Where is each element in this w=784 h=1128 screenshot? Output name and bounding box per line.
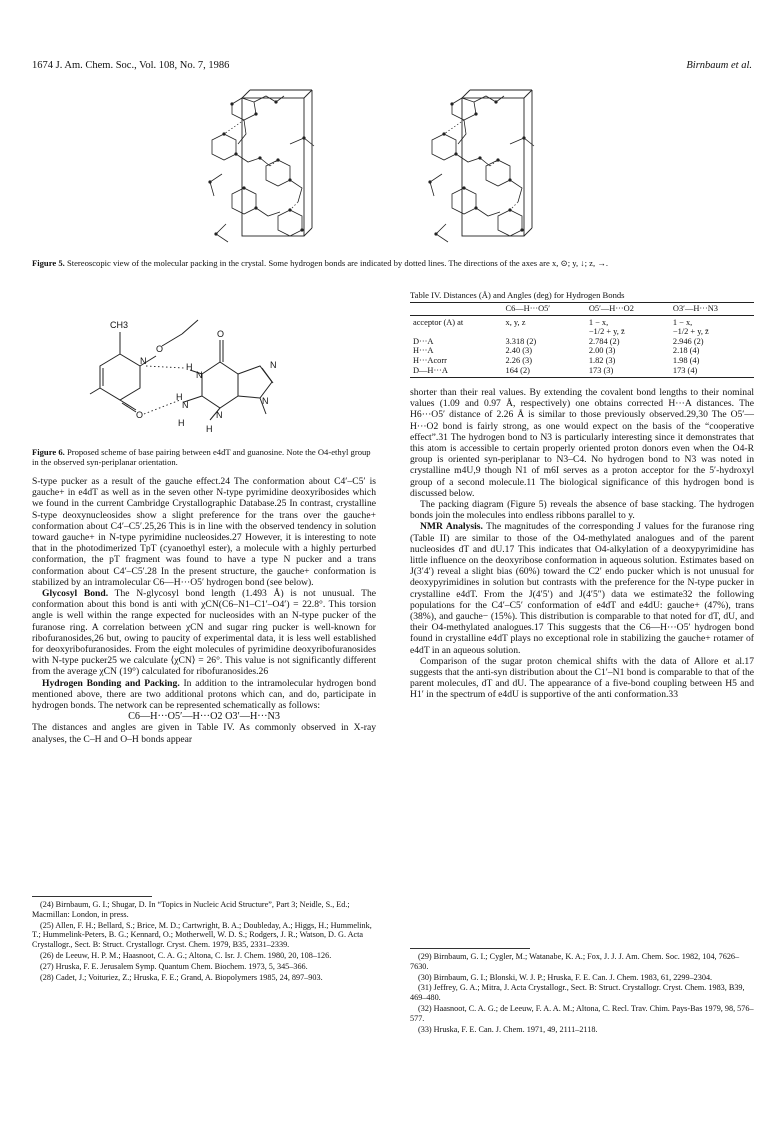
footnote: (27) Hruska, F. E. Jerusalem Symp. Quantum Chem. Biochem. 1973, 5, 345–366. xyxy=(40,961,308,971)
table-cell: H···Acorr xyxy=(413,355,447,365)
paragraph-text: In addition to the intramolecular hydrogen bond mentioned above, there are two additional protons which can, and do, participate in hydrogen bonds. The network can be represented schematically as follows: xyxy=(32,677,376,712)
body-column-left xyxy=(32,476,376,745)
paragraph-hydrogen-bonding xyxy=(32,678,376,712)
atom-h-amino-3: H xyxy=(206,424,213,434)
atom-h-amino-1: H xyxy=(176,392,183,402)
paragraph: shorter than their real values. By extending the covalent bond lengths to their nominal values (1.09 and 0.97 Å, respectively) one obtains corrected H···A distances. The H6···O5′ distance of 2.26 Å is similar to those previously observed.29,30 The O5′—H···O2 bond is fairly strong, as one would expect on the basis of the “cooperative effect”.31 The hydrogen bond to N3 is particularly interesting since it demonstrates that this atom is accessible to certain properly oriented proton donors even when the O4-R group is oriented syn-periplanar to N3–C4. No hydrogen bond to N3 was noted in crystalline m4U,9 though N1 of m6I serves as a proton acceptor for the 5′-hydroxyl group of a second molecule.11 The biological significance of this hydrogen bond is discussed below. xyxy=(410,387,754,499)
atom-n7-guanine: N xyxy=(270,360,277,370)
figure-6-caption-text: Proposed scheme of base pairing between e4dT and guanosine. Note the O4-ethyl group in the observed syn-periplanar orientation. xyxy=(32,447,371,468)
stereo-packing-drawing xyxy=(32,84,752,258)
table-cell: 2.784 (2) xyxy=(588,336,620,346)
table-cell: 2.00 (3) xyxy=(588,346,616,356)
section-heading-hydrogen-bonding: Hydrogen Bonding and Packing. xyxy=(42,677,180,689)
table-cell: −1/2 + y, z̄ xyxy=(672,327,709,337)
table-cell: 1 − x, xyxy=(672,317,693,327)
footnote: (28) Cadet, J.; Voituriez, Z.; Hruska, F. E.; Grand, A. Biopolymers 1985, 24, 897–903. xyxy=(40,972,323,982)
table-cell: D···A xyxy=(413,336,434,346)
body-column-right xyxy=(410,387,754,701)
table-cell: 2.40 (3) xyxy=(505,346,533,356)
journal-citation: 1674 J. Am. Chem. Soc., Vol. 108, No. 7, 1986 xyxy=(32,60,230,71)
table-cell: x, y, z xyxy=(505,317,526,327)
footnote: (30) Birnbaum, G. I.; Blonski, W. J. P.; Hruska, F. E. Can. J. Chem. 1983, 61, 2299–2304. xyxy=(418,972,713,982)
paragraph: S-type pucker as a result of the gauche effect.24 The conformation about C4′–C5′ is gauche+ in e4dT as well as in the seven other N-type pyrimidine deoxyribosides which we found in the current Cambridge Crystallographic Database.25 In contrast, crystalline S-type deoxynucleosides show a slight preference for the trans over the gauche+ conformation about C4′–C5′.25,26 This is in line with the observed tendency in solution toward gauche+ in N-type pyrimidine nucleosides.27 However, it is interesting to note that in the photodimerized TpT (cyanoethyl ester), a molecule with a highly perturbed conformation, the pT fragment was found to have a type N pucker and a trans conformation about C4′–C5′.28 In the present structure, the gauche+ conformation is stabilized by an intramolecular C6—H···O5′ hydrogen bond (see below). xyxy=(32,476,376,588)
table-cell: H···A xyxy=(413,346,434,356)
paragraph: Comparison of the sugar proton chemical shifts with the data of Allore et al.17 suggests that the anti-syn distribution about the C1′–N1 bond is comparable to that of the parent molecules, dT and dU. The appearance of a five-bond coupling between H5 and H1′ in the spectrum of e4dU is supportive of the anti conformation.33 xyxy=(410,655,754,701)
table-cell: acceptor (A) at xyxy=(413,317,464,327)
table-cell: −1/2 + y, z̄ xyxy=(588,327,625,337)
atom-h-amino-2: H xyxy=(178,418,185,428)
atoms-right xyxy=(428,100,525,235)
table-iv-title: Table IV. Distances (Å) and Angles (deg) for Hydrogen Bonds xyxy=(410,290,625,300)
table-cell: 1 − x, xyxy=(588,317,609,327)
atom-n-amino: N xyxy=(182,400,189,410)
unit-cell-right xyxy=(462,98,524,236)
section-heading-glycosyl-bond: Glycosyl Bond. xyxy=(42,588,109,600)
atom-ch3: CH3 xyxy=(110,320,129,330)
table-row xyxy=(410,366,754,378)
atom-n1-guanine: N xyxy=(196,370,203,380)
paragraph: The packing diagram (Figure 5) reveals the absence of base stacking. The hydrogen bonds join the molecules into endless ribbons parallel to y. xyxy=(410,499,754,522)
figure-5-label: Figure 5. xyxy=(32,258,65,268)
footnotes-right xyxy=(410,948,754,1035)
footnote: (25) Allen, F. H.; Bellard, S.; Brice, M. D.; Cartwright, B. A.; Doubleday, A.; Higgs, H.; Hummelink, T.; Hummelink-Peters, B. G.; Kennard, O.; Motherwell, W. D. S.; Rodgers, J. R.; Watson, D. G. Acta Crystallogr., Sect. B: Struct. Crystallogr. Cryst. Chem. 1979, B35, 2331–2339. xyxy=(32,920,372,950)
atoms-left xyxy=(208,100,305,235)
table-row xyxy=(410,327,754,337)
table-cell: D—H···A xyxy=(410,366,503,378)
footnote-rule xyxy=(32,896,152,897)
paragraph-glycosyl-bond xyxy=(32,588,376,678)
table-cell: 2.18 (4) xyxy=(672,346,700,356)
table-row xyxy=(410,346,754,356)
table-cell: 1.82 (3) xyxy=(588,355,616,365)
table-cell: 164 (2) xyxy=(503,366,586,378)
paragraph-nmr-analysis xyxy=(410,521,754,655)
table-cell: 2.26 (3) xyxy=(505,355,533,365)
table-header-cell xyxy=(410,303,503,316)
atom-n9-guanine: N xyxy=(262,396,269,406)
table-cell: 173 (4) xyxy=(670,366,754,378)
table-row xyxy=(410,315,754,327)
footnotes-left xyxy=(32,896,376,983)
hydrogen-bond-table xyxy=(410,302,754,378)
table-header-row xyxy=(410,303,754,316)
figure-5-stereo-packing xyxy=(32,84,752,264)
footnote: (26) de Leeuw, H. P. M.; Haasnoot, C. A. G.; Altona, C. Isr. J. Chem. 1980, 20, 108–126. xyxy=(40,950,332,960)
atom-n-pyrimidine: N xyxy=(140,356,147,366)
table-cell xyxy=(410,327,503,337)
footnote-rule xyxy=(410,948,530,949)
footnote: (31) Jeffrey, G. A.; Mitra, J. Acta Crystallogr., Sect. B: Struct. Crystallogr. Cryst. Chem. 1983, B39, 469–480. xyxy=(410,983,745,1003)
atom-o-guanine: O xyxy=(217,329,225,339)
footnote: (24) Birnbaum, G. I.; Shugar, D. In “Topics in Nucleic Acid Structure”, Part 3; Neidle, S., Ed.; Macmillan: London, in press. xyxy=(32,900,350,919)
atom-o-ether: O xyxy=(156,344,164,354)
figure-5-caption-text: Stereoscopic view of the molecular packing in the crystal. Some hydrogen bonds are indicated by dotted lines. The directions of the axes are x, ⊙; y, ↓; z, →. xyxy=(66,258,608,268)
figure-6-label: Figure 6. xyxy=(32,447,65,457)
table-cell: 1.98 (4) xyxy=(672,355,700,365)
atom-o-pyrimidine: O xyxy=(136,410,144,420)
footnote: (33) Hruska, F. E. Can. J. Chem. 1971, 49, 2111–2118. xyxy=(418,1024,598,1034)
table-header-cell: O5′—H···O2 xyxy=(586,303,670,316)
paragraph: The distances and angles are given in Table IV. As commonly observed in X-ray analyses, the C–H and O–H bonds appear xyxy=(32,722,376,745)
h-bond-dots xyxy=(144,366,184,414)
section-heading-nmr-analysis: NMR Analysis. xyxy=(420,521,483,533)
atom-n3-guanine: N xyxy=(216,410,223,420)
table-header-cell: C6—H···O5′ xyxy=(503,303,586,316)
molecules-right xyxy=(430,96,534,242)
footnote: (32) Haasnoot, C. A. G.; de Leeuw, F. A. A. M.; Altona, C. Recl. Trav. Chim. Pays-Bas 1979, 98, 576–577. xyxy=(410,1003,754,1023)
table-row xyxy=(410,356,754,366)
figure-5-caption xyxy=(32,258,752,268)
hbonds-left xyxy=(224,120,298,210)
figure-6-base-pairing xyxy=(60,292,360,442)
author-running-head: Birnbaum et al. xyxy=(686,60,752,71)
table-cell: 3.318 (2) xyxy=(505,336,537,346)
unit-cell-left xyxy=(242,98,304,236)
figure-6-caption xyxy=(32,447,376,468)
hydrogen-bond-schema: C6—H···O5′—H···O2 O3′—H···N3 xyxy=(128,711,280,723)
table-cell: 2.946 (2) xyxy=(672,336,704,346)
paragraph-text: The N-glycosyl bond length (1.493 Å) is not unusual. The conformation about this bond is anti with χCN(C6–N1–C1′–O4′) = 22.8°. This torsion angle is well within the range expected for nucleosides with an N-type pucker of the furanose ring. A correlation between χCN and sugar ring pucker is well-known for ribofuranosides,26 but, owing to paucity of experimental data, it is less well established for deoxyribofuranosides. From the eight molecules of pyrimidine deoxyribofuranosides with N-type pucker25 we calculate ⟨χCN⟩ = 26°. This value is not significantly different from the average χCN (19°) calculated for ribofuranosides.26 xyxy=(32,588,376,678)
molecules-left xyxy=(210,96,314,242)
running-header xyxy=(32,60,752,74)
footnote: (29) Birnbaum, G. I.; Cygler, M.; Watanabe, K. A.; Fox, J. J. J. Am. Chem. Soc. 1982, 104, 7626–7630. xyxy=(410,952,740,971)
hbonds-right xyxy=(444,120,518,210)
base-pairing-drawing xyxy=(60,292,360,442)
atom-h-imino: H xyxy=(186,362,193,372)
table-cell: 173 (3) xyxy=(586,366,670,378)
table-row xyxy=(410,337,754,347)
table-iv xyxy=(410,290,754,378)
table-cell xyxy=(503,327,586,337)
table-header-cell: O3′—H···N3 xyxy=(670,303,754,316)
paragraph-text: The magnitudes of the corresponding J values for the furanose ring (Table II) are similar to those of the O4-methylated analogues and of the parent nucleosides dT and dU.17 This indicates that O4-alkylation of a deoxypyrimidine has little influence on the deoxyribose conformation in aqueous solution. Estimates based on J(3′4′) reveal a slight bias (60%) toward the C2′ endo pucker which is not unusual for deoxypyrimidines in solution but contrasts with the preference for the N-type pucker in crystalline e4dT. From the J(4′5′) and J(4′5″) data we estimate32 the following populations for the C4′–C5′ conformation of e4dT and e4dU: gauche+ (47%), trans (38%), and gauche− (15%). This distribution is comparable to that noted for dT, dU, and their O4-methylated analogues.17 This suggests that the C6—H···O5′ hydrogen bond found in crystalline e4dT plays no exceptional role in stabilizing the gauche+ rotamer of e4dT in an aqueous solution. xyxy=(410,521,754,656)
